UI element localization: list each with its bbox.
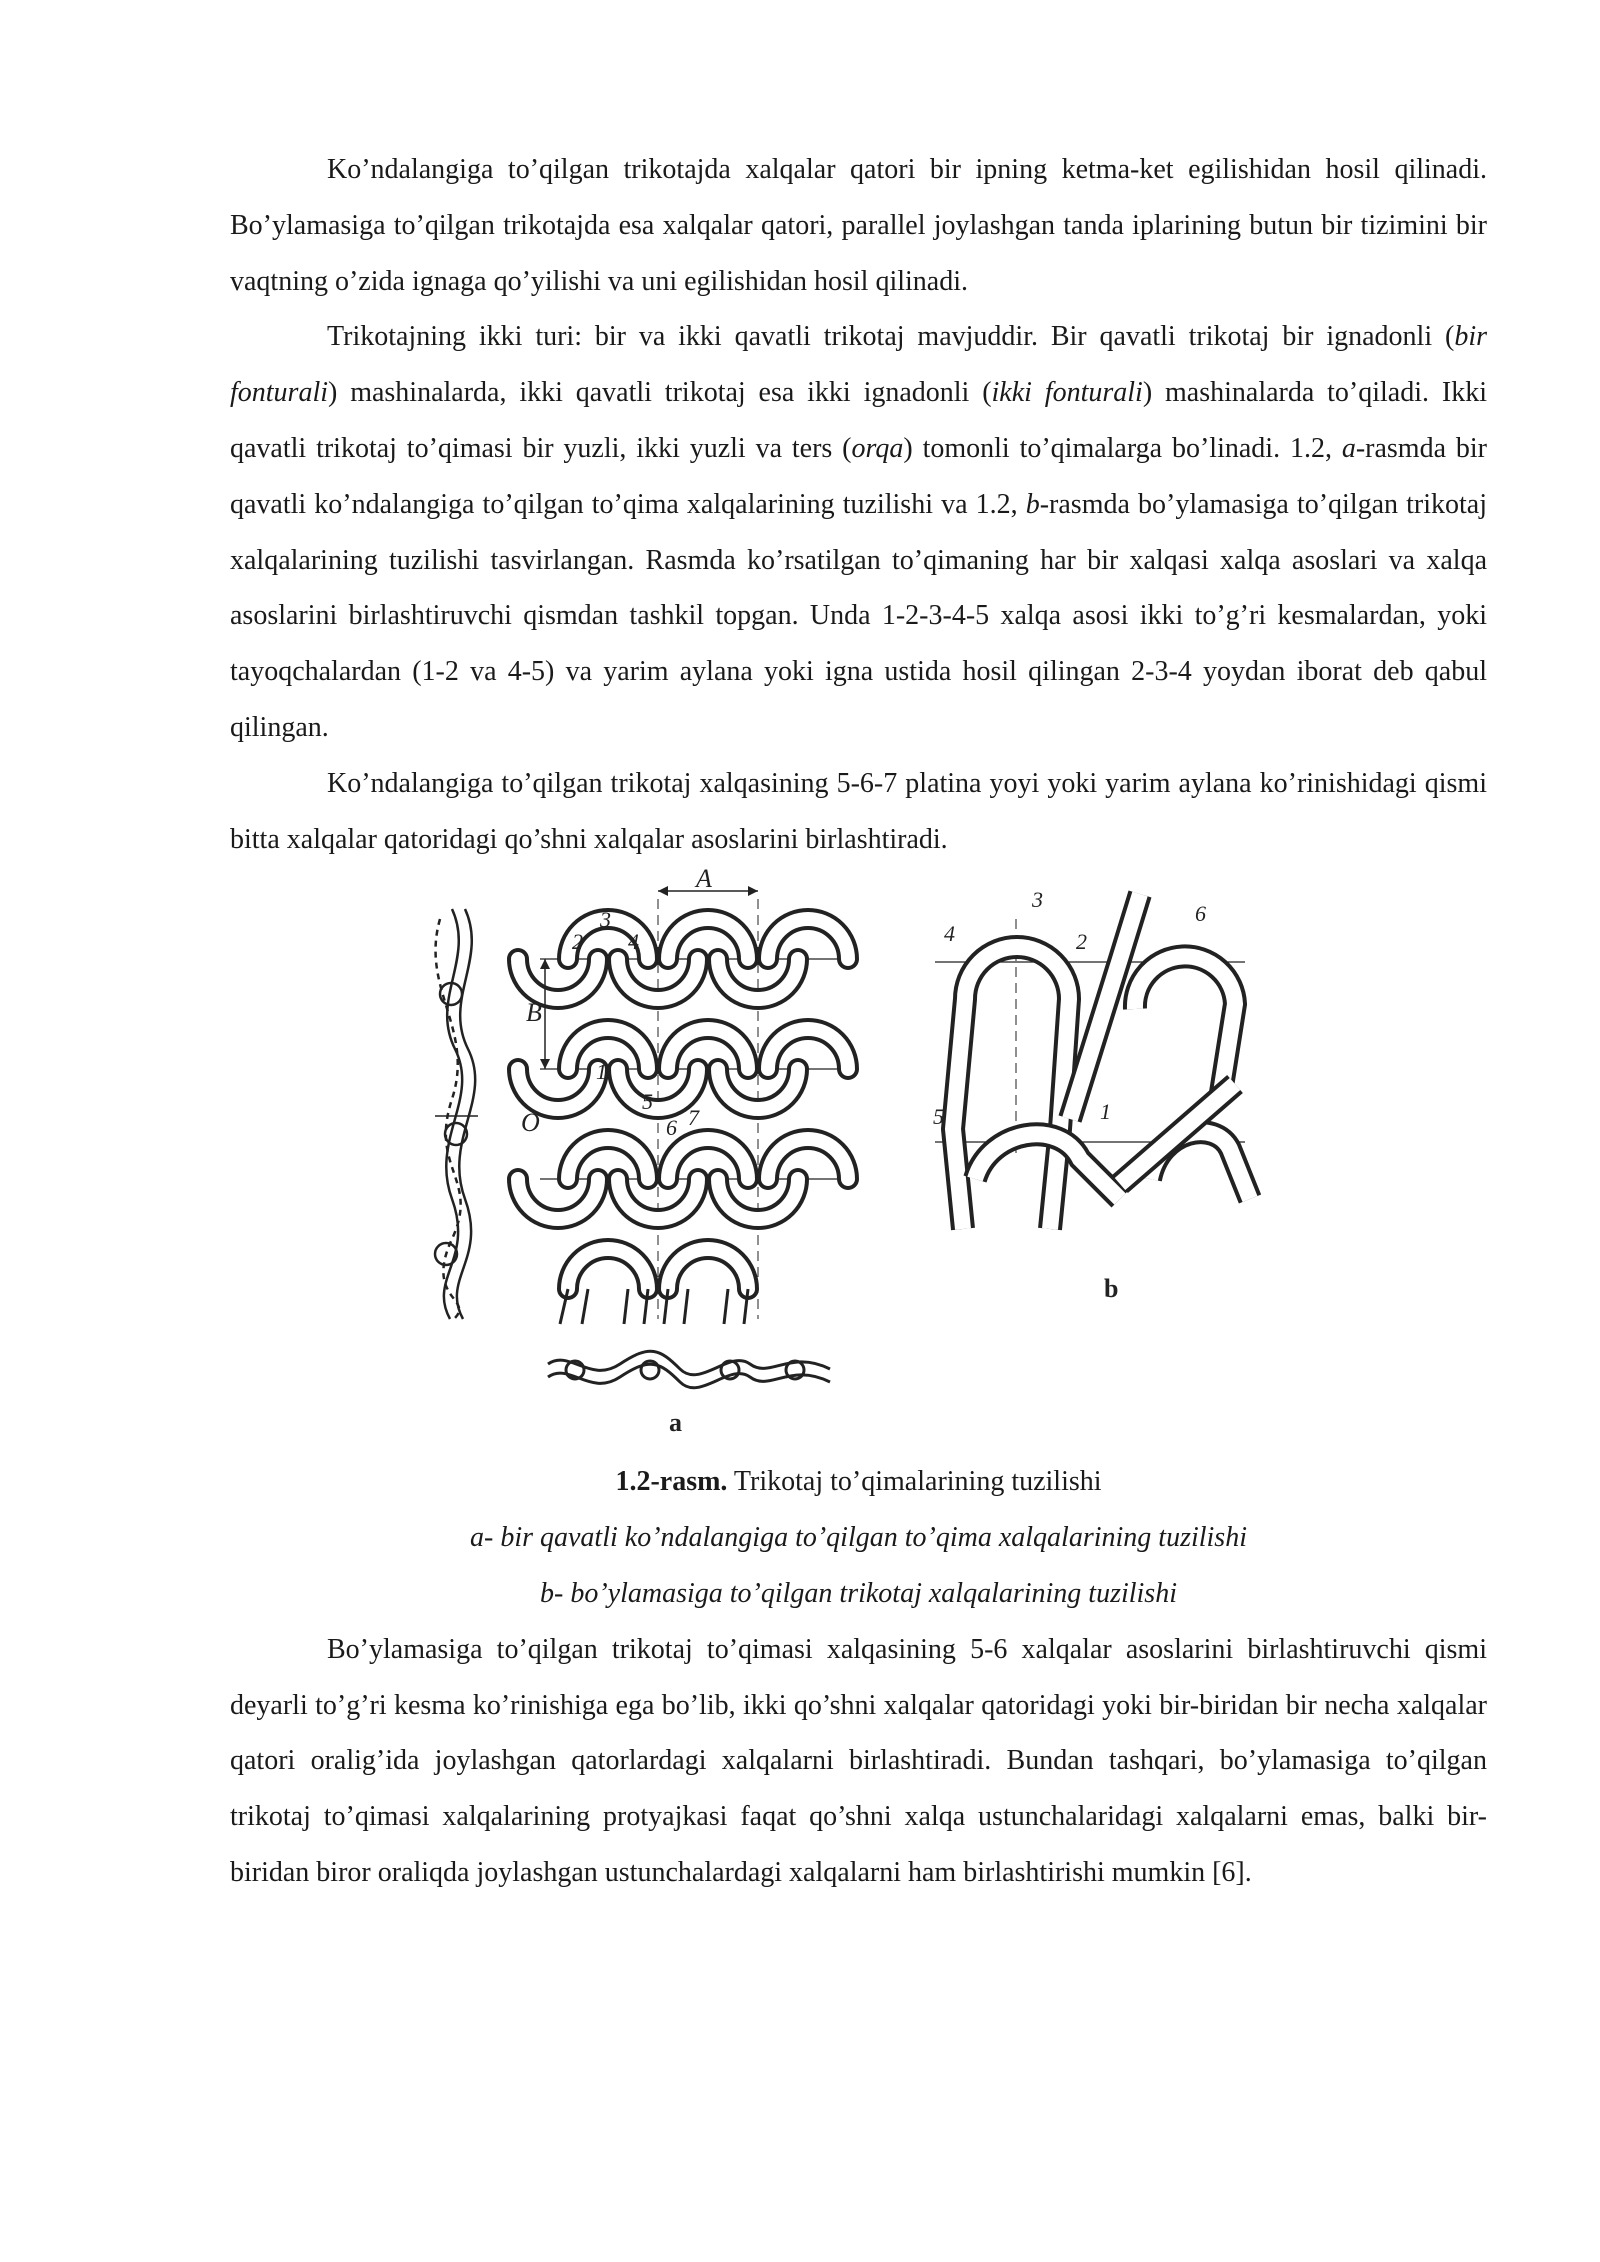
weft-knit-cross-section (548, 1352, 830, 1388)
paragraph-2-text: ) mashinalarda to’qiladi. Ikki qavatli trikotaj to’qimasi bir yuzli, ikki yuzli va ters ( (230, 377, 1487, 464)
paragraph-2-text: -rasmda bir qavatli ko’ndalangiga to’qilgan to’qima xalqalarining tuzilishi va 1.2, (230, 432, 1487, 520)
paragraph-2-text: Trikotajning ikki turi: bir va ikki qavatli trikotaj mavjuddir. Bir qavatli trikotaj bir ignadonli ( (327, 321, 1455, 353)
paragraph-2-text: ) tomonli to’qimalarga bo’linadi. 1.2, (903, 432, 1342, 464)
loop-number-7: 7 (688, 1105, 699, 1131)
paragraph-2-italic: orqa (851, 432, 904, 464)
paragraph-4: Bo’ylamasiga to’qilgan trikotaj to’qimasi xalqasining 5-6 xalqalar asoslarini birlashtiruvchi qismi deyarli to’g’ri kesma ko’rinishiga ega bo’lib, ikki qo’shni xalqalar qatoridagi yoki bir-biridan bir necha xalqalar qatori oralig’ida joylashgan qatorlardagi xalqalarni birlashtiradi. Bundan tashqari, bo’ylamasiga to’qilgan trikotaj to’qimasi xalqalarining protyajkasi faqat qo’shni xalqa ustunchalaridagi xalqalarni emas, balki bir-biridan biror oraliqda joylashgan ustunchalardagi xalqalarni ham birlashtirishi mumkin [6]. (230, 1633, 1487, 1888)
figure-label-b: b (1104, 1274, 1119, 1304)
warp-number-5: 5 (933, 1104, 944, 1130)
figure-caption-a: a- bir qavatli ko’ndalangiga to’qilgan to’qima xalqalarining tuzilishi (470, 1522, 1247, 1554)
figure-number: 1.2-rasm. (615, 1466, 728, 1498)
knit-structure-drawing (230, 864, 1487, 1454)
paragraph-2-text: -rasmda bo’ylamasiga to’qilgan trikotaj xalqalarining tuzilishi tasvirlangan. Rasmda ko’rsatilgan to’qimaning har bir xalqasi xalqa asoslari va xalqa asoslarini birlashtiruvchi qismdan tashkil topgan. Unda 1-2-3-4-5 xalqa asosi ikki to’g’ri kesmalardan, yoki tayoqchalardan (1-2 va 4-5) va yarim aylana yoki igna ustida hosil qilingan 2-3-4 yoydan iborat deb qabul qilingan. (230, 488, 1487, 743)
warp-number-4: 4 (944, 921, 955, 947)
figure-title: Trikotaj to’qimalarining tuzilishi (727, 1466, 1102, 1498)
figure-caption-b: b- bo’ylamasiga to’qilgan trikotaj xalqalarining tuzilishi (540, 1577, 1177, 1609)
paragraph-3: Ko’ndalangiga to’qilgan trikotaj xalqasining 5-6-7 platina yoyi yoki yarim aylana ko’rinishidagi qismi bitta xalqalar qatoridagi qo’shni xalqalar asoslarini birlashtiradi. (230, 767, 1487, 855)
loop-number-5: 5 (642, 1089, 653, 1115)
loop-number-6: 6 (666, 1115, 677, 1141)
loop-number-1: 1 (596, 1059, 607, 1085)
figure-label-a: a (669, 1408, 682, 1438)
paragraph-2-italic: a (1341, 432, 1356, 464)
warp-number-6: 6 (1195, 901, 1206, 927)
dimension-a-label: A (696, 864, 712, 894)
loop-number-3: 3 (600, 907, 611, 933)
loop-number-2: 2 (572, 929, 583, 955)
paragraph-2-italic: b (1025, 488, 1040, 520)
origin-label: O (521, 1108, 540, 1138)
weft-knit-loops (518, 864, 848, 1324)
dimension-b-label: B (526, 998, 542, 1028)
warp-number-3: 3 (1032, 887, 1043, 913)
warp-number-1: 1 (1100, 1099, 1111, 1125)
knit-structure-figure (230, 864, 1487, 1454)
warp-knit-loops (933, 887, 1250, 1229)
figure-caption-title (230, 1454, 1487, 1510)
paragraph-2-italic: bir fonturali (230, 321, 1487, 409)
document-page (230, 142, 1487, 1901)
side-view-strand (435, 909, 478, 1319)
paragraph-2-text: ) mashinalarda, ikki qavatli trikotaj esa ikki ignadonli ( (328, 377, 992, 409)
paragraph-1: Ko’ndalangiga to’qilgan trikotajda xalqalar qatori bir ipning ketma-ket egilishidan hosil qilinadi. Bo’ylamasiga to’qilgan trikotajda esa xalqalar qatori, parallel joylashgan tanda iplarining butun bir tizimini bir vaqtning o’zida ignaga qo’yilishi va uni egilishidan hosil qilinadi. (230, 154, 1487, 297)
loop-number-4: 4 (628, 929, 639, 955)
warp-number-2: 2 (1076, 929, 1087, 955)
paragraph-2-italic: ikki fonturali (991, 377, 1143, 409)
paragraph-2 (230, 309, 1487, 755)
